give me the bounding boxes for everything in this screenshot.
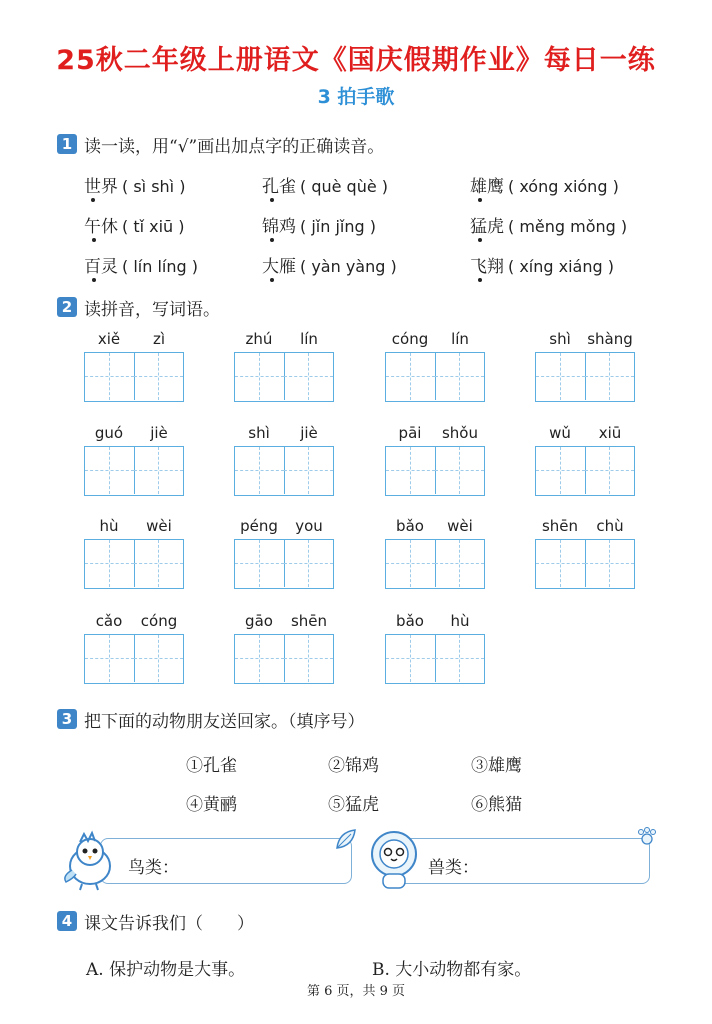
pinyin-syllable: péng	[240, 517, 278, 535]
pinyin-choices: ( yàn yàng )	[300, 257, 397, 276]
writing-cell[interactable]	[134, 353, 183, 400]
page-title: 25秋二年级上册语文《国庆假期作业》每日一练	[56, 45, 656, 76]
pinyin-syllable: chù	[596, 517, 624, 535]
writing-grid[interactable]	[84, 539, 184, 589]
pinyin-syllable: cǎo	[95, 612, 123, 630]
emphasis-dot	[92, 238, 96, 242]
writing-cell[interactable]	[435, 447, 484, 494]
pinyin-syllable: you	[295, 517, 323, 535]
question-2-text: 读拼音，写词语。	[84, 300, 220, 320]
bird-category-label: 鸟类：	[128, 858, 179, 878]
emphasis-dot	[478, 278, 482, 282]
word-item	[470, 252, 614, 277]
animal-option: ④黄鹂	[186, 795, 237, 815]
lion-cartoon-icon	[363, 828, 425, 892]
word-characters: 大雁	[262, 257, 296, 277]
writing-grid[interactable]	[385, 539, 485, 589]
writing-cell[interactable]	[134, 540, 183, 587]
writing-cell[interactable]	[134, 447, 183, 494]
word-item	[262, 212, 376, 237]
writing-cell[interactable]	[85, 635, 135, 682]
word-item	[84, 252, 198, 277]
pinyin-choices: ( tǐ xiū )	[122, 217, 185, 236]
pinyin-choices: ( lín líng )	[122, 257, 198, 276]
word-item	[262, 172, 388, 197]
question-3-text: 把下面的动物朋友送回家。（填序号）	[84, 712, 365, 732]
writing-cell[interactable]	[284, 447, 333, 494]
pinyin-syllable: shàng	[587, 330, 633, 348]
writing-grid[interactable]	[84, 446, 184, 496]
pinyin-syllable: pāi	[398, 424, 422, 442]
emphasis-dot	[270, 198, 274, 202]
word-characters: 猛虎	[470, 217, 504, 237]
pinyin-choices: ( xóng xióng )	[508, 177, 619, 196]
pinyin-syllable: bǎo	[396, 612, 424, 630]
writing-grid[interactable]	[535, 539, 635, 589]
pinyin-syllable: jiè	[300, 424, 318, 442]
pinyin-syllable: xiě	[97, 330, 121, 348]
word-item	[262, 252, 397, 277]
animal-option: ②锦鸡	[328, 756, 379, 776]
pinyin-syllable: bǎo	[396, 517, 424, 535]
emphasis-dot	[478, 198, 482, 202]
pinyin-syllable: jiè	[150, 424, 168, 442]
writing-cell[interactable]	[85, 353, 135, 400]
pinyin-syllable: shēn	[290, 612, 328, 630]
writing-cell[interactable]	[235, 635, 285, 682]
writing-grid[interactable]	[535, 446, 635, 496]
paw-icon	[636, 826, 658, 848]
pinyin-syllable: zì	[152, 330, 166, 348]
writing-cell[interactable]	[235, 447, 285, 494]
animal-option: ①孔雀	[186, 756, 237, 776]
pinyin-syllable: lín	[451, 330, 469, 348]
option-b: B. 大小动物都有家。	[372, 960, 532, 980]
writing-cell[interactable]	[435, 353, 484, 400]
writing-cell[interactable]	[435, 540, 484, 587]
writing-cell[interactable]	[585, 353, 634, 400]
pinyin-choices: ( měng mǒng )	[508, 217, 628, 236]
writing-cell[interactable]	[536, 540, 586, 587]
word-item	[84, 172, 185, 197]
emphasis-dot	[478, 238, 482, 242]
question-4-number: 4	[57, 911, 77, 931]
animal-option: ⑤猛虎	[328, 795, 379, 815]
writing-cell[interactable]	[386, 540, 436, 587]
word-characters: 午休	[84, 217, 118, 237]
word-characters: 百灵	[84, 257, 118, 277]
pinyin-syllable: guó	[94, 424, 124, 442]
pinyin-syllable: shǒu	[441, 424, 478, 442]
writing-grid[interactable]	[385, 352, 485, 402]
emphasis-dot	[91, 198, 95, 202]
leaf-icon	[333, 826, 359, 852]
pinyin-syllable: shì	[549, 330, 571, 348]
pinyin-syllable: wèi	[146, 517, 172, 535]
question-2-number: 2	[57, 297, 77, 317]
writing-grid[interactable]	[234, 446, 334, 496]
pinyin-syllable: hù	[450, 612, 470, 630]
pinyin-choices: ( xíng xiáng )	[508, 257, 614, 276]
pinyin-syllable: xiū	[598, 424, 622, 442]
question-3-number: 3	[57, 709, 77, 729]
question-1-text: 读一读，用“√”画出加点字的正确读音。	[84, 137, 385, 157]
writing-grid[interactable]	[84, 634, 184, 684]
page-footer: 第 6 页，共 9 页	[306, 984, 406, 999]
animal-option: ③雄鹰	[471, 756, 522, 776]
question-1-number: 1	[57, 134, 77, 154]
writing-cell[interactable]	[85, 447, 135, 494]
writing-cell[interactable]	[585, 540, 634, 587]
writing-cell[interactable]	[284, 635, 333, 682]
beast-category-label: 兽类：	[428, 858, 479, 878]
writing-cell[interactable]	[585, 447, 634, 494]
pinyin-syllable: cóng	[391, 330, 429, 348]
animal-option: ⑥熊猫	[471, 795, 522, 815]
pinyin-syllable: wèi	[447, 517, 473, 535]
pinyin-syllable: cóng	[140, 612, 178, 630]
writing-cell[interactable]	[235, 540, 285, 587]
writing-grid[interactable]	[234, 634, 334, 684]
option-a: A. 保护动物是大事。	[86, 960, 246, 980]
writing-cell[interactable]	[134, 635, 183, 682]
writing-cell[interactable]	[435, 635, 484, 682]
pinyin-syllable: zhú	[245, 330, 273, 348]
word-item	[84, 212, 185, 237]
writing-grid[interactable]	[234, 539, 334, 589]
pinyin-syllable: lín	[300, 330, 318, 348]
writing-grid[interactable]	[385, 634, 485, 684]
pinyin-choices: ( què qùè )	[300, 177, 389, 196]
writing-cell[interactable]	[536, 353, 586, 400]
pinyin-syllable: shì	[248, 424, 270, 442]
writing-cell[interactable]	[85, 540, 135, 587]
writing-grid[interactable]	[535, 352, 635, 402]
writing-grid[interactable]	[385, 446, 485, 496]
word-characters: 世界	[84, 177, 118, 197]
word-characters: 孔雀	[262, 177, 296, 197]
writing-cell[interactable]	[284, 353, 333, 400]
writing-grid[interactable]	[234, 352, 334, 402]
writing-cell[interactable]	[284, 540, 333, 587]
emphasis-dot	[92, 278, 96, 282]
pinyin-syllable: gāo	[245, 612, 273, 630]
lesson-title: 3 拍手歌	[317, 86, 395, 108]
writing-grid[interactable]	[84, 352, 184, 402]
word-item	[470, 212, 627, 237]
question-4-text: 课文告诉我们（ ）	[84, 914, 254, 934]
pinyin-syllable: hù	[99, 517, 119, 535]
pinyin-syllable: shēn	[541, 517, 579, 535]
writing-cell[interactable]	[386, 353, 436, 400]
writing-cell[interactable]	[235, 353, 285, 400]
pinyin-choices: ( sì shì )	[122, 177, 186, 196]
emphasis-dot	[270, 238, 274, 242]
writing-cell[interactable]	[536, 447, 586, 494]
pinyin-syllable: wǔ	[549, 424, 571, 442]
word-characters: 飞翔	[470, 257, 504, 277]
bird-cartoon-icon	[58, 830, 120, 892]
word-characters: 雄鹰	[470, 177, 504, 197]
word-item	[470, 172, 619, 197]
word-characters: 锦鸡	[262, 217, 296, 237]
writing-cell[interactable]	[386, 447, 436, 494]
writing-cell[interactable]	[386, 635, 436, 682]
emphasis-dot	[270, 278, 274, 282]
pinyin-choices: ( jǐn jǐng )	[300, 217, 376, 236]
